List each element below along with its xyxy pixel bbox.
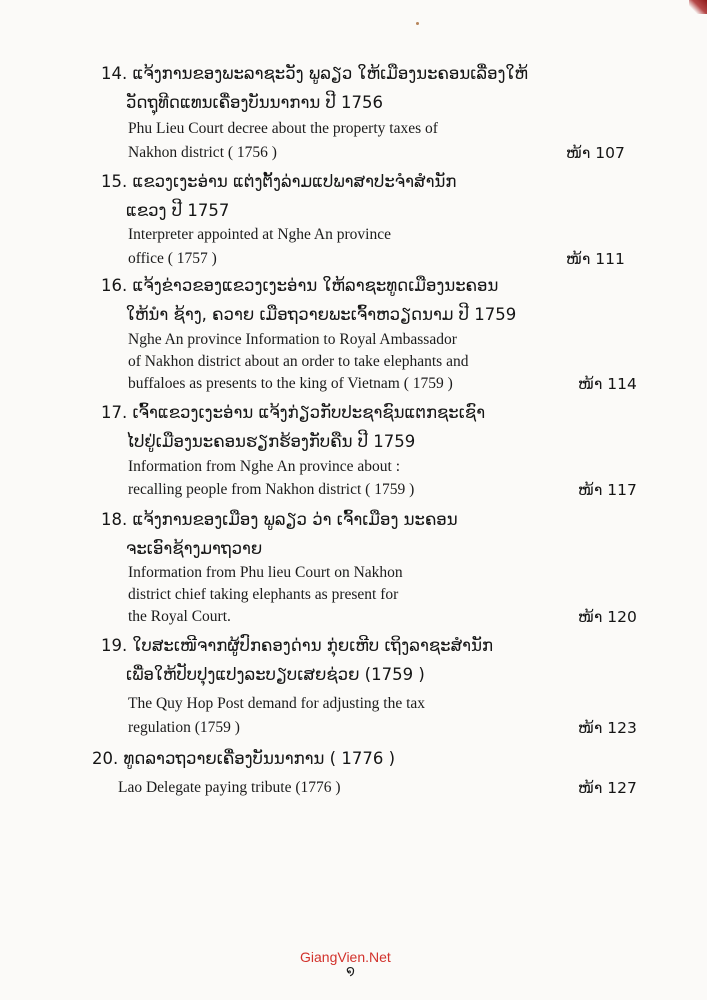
page-number: ໑ — [346, 963, 355, 979]
entry-page-reference: ໜ້າ 127 — [578, 779, 637, 797]
entry-lao-title-line: 18. ແຈ້ງການຂອງເມືອງ ພູລຽວ ວ່າ ເຈົ້າເມືອງ ນະຄອນ — [101, 510, 458, 529]
entry-lao-title-line: 14. ແຈ້ງການຂອງພະລາຊະວັງ ພູລຽວ ໃຫ້ເມືອງນະຄອນເລື່ອງໃຫ້ — [101, 64, 529, 83]
entry-page-reference: ໜ້າ 123 — [578, 719, 637, 737]
entry-english-title-line: office ( 1757 ) — [128, 250, 217, 267]
entry-english-title-line: Lao Delegate paying tribute (1776 ) — [118, 779, 341, 796]
entry-english-title-line: The Quy Hop Post demand for adjusting the tax — [128, 695, 426, 712]
page-corner-mark — [689, 0, 707, 14]
entry-lao-title-line: 15. ແຂວງເງະອ່ານ ແຕ່ງຕັ້ງລ່າມແປພາສາປະຈຳສຳນັກ — [101, 172, 457, 191]
entry-lao-title-line: 17. ເຈົ້າແຂວງເງະອ່ານ ແຈ້ງກ່ຽວກັບປະຊາຊົນແຕກຊະເຊົາ — [101, 403, 486, 422]
entry-page-reference: ໜ້າ 117 — [578, 481, 637, 499]
entry-english-title-line: the Royal Court. — [128, 608, 231, 625]
entry-english-title-line: Phu Lieu Court decree about the property taxes of — [128, 120, 438, 137]
entry-lao-title-line: ເພື່ອໃຫ້ປັບປຸງແປງລະບຽບເສຍຊ່ວຍ (1759 ) — [126, 665, 425, 684]
entry-lao-title-line: 20. ທູດລາວຖວາຍເຄື່ອງບັນນາການ ( 1776 ) — [92, 749, 396, 768]
entry-lao-title-line: ແຂວງ ປີ 1757 — [126, 201, 230, 220]
entry-lao-title-line: 16. ແຈ້ງຂ່າວຂອງແຂວງເງະອ່ານ ໃຫ້ລາຊະທູດເມືອງນະຄອນ — [101, 276, 499, 295]
entry-lao-title-line: ໄປຢູ່ເມືອງນະຄອນຮຽກຮ້ອງກັບຄືນ ປີ 1759 — [126, 432, 416, 451]
entry-english-title-line: of Nakhon district about an order to take elephants and — [128, 353, 469, 370]
entry-english-title-line: Nakhon district ( 1756 ) — [128, 144, 277, 161]
entry-english-title-line: Interpreter appointed at Nghe An province — [128, 226, 391, 243]
paper-speck — [416, 22, 419, 25]
entry-page-reference: ໜ້າ 120 — [578, 608, 637, 626]
entry-english-title-line: district chief taking elephants as present for — [128, 586, 399, 603]
entry-lao-title-line: 19. ໃບສະເໜີຈາກຜູ້ປົກຄອງດ່ານ ກຸ່ຍເຫີບ ເຖິງລາຊະສຳນັກ — [101, 636, 494, 655]
entry-english-title-line: Information from Nghe An province about : — [128, 458, 401, 475]
entry-lao-title-line: ວັດຖຸທີດແທນເຄື່ອງບັນນາການ ປີ 1756 — [126, 93, 384, 112]
entry-page-reference: ໜ້າ 111 — [566, 250, 625, 268]
entry-page-reference: ໜ້າ 114 — [578, 375, 637, 393]
entry-english-title-line: Nghe An province Information to Royal Ambassador — [128, 331, 457, 348]
entry-english-title-line: Information from Phu lieu Court on Nakhon — [128, 564, 403, 581]
entry-english-title-line: regulation (1759 ) — [128, 719, 240, 736]
entry-english-title-line: recalling people from Nakhon district ( 1759 ) — [128, 481, 415, 498]
entry-english-title-line: buffaloes as presents to the king of Vietnam ( 1759 ) — [128, 375, 453, 392]
entry-lao-title-line: ຈະເອົາຊ້າງມາຖວາຍ — [126, 539, 263, 558]
entry-lao-title-line: ໃຫ້ນຳ ຊ້າງ, ຄວາຍ ເມືອຖວາຍພະເຈົ້າຫວຽດນາມ ປີ 1759 — [126, 305, 517, 324]
entry-page-reference: ໜ້າ 107 — [566, 144, 625, 162]
footer-watermark: GiangVien.Net — [300, 949, 391, 965]
